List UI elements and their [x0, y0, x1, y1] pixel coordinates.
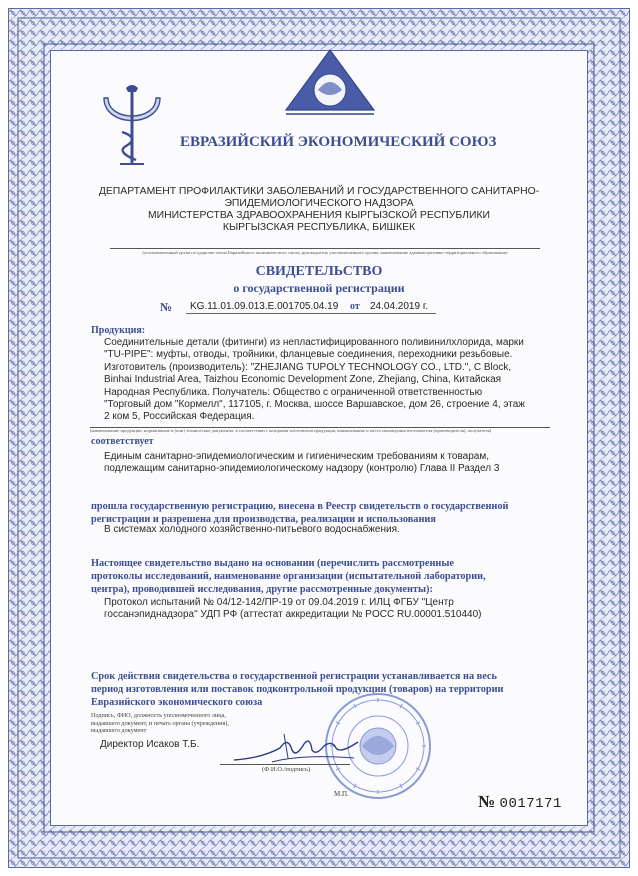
number-sign: №	[160, 300, 173, 314]
department-block	[60, 186, 578, 234]
product-line: Народная Республика. Получатель: Общество с ограниченной ответственностью	[104, 386, 483, 398]
seal-place-label: М.П.	[334, 790, 349, 798]
department-line: ДЕПАРТАМЕНТ ПРОФИЛАКТИКИ ЗАБОЛЕВАНИЙ И ГОСУДАРСТВЕННОГО САНИТАРНО-	[98, 186, 540, 197]
usage-line: В системах холодного хозяйственно-питьевого водоснабжения.	[104, 524, 400, 535]
authority-note: (уполномоченный орган государства-члена Евразийского экономического союза, руководитель уполномоченного органа, наименование административно-территориального образования)	[142, 250, 508, 255]
signature-underline	[220, 764, 350, 765]
product-line: "TU-PIPE": муфты, отводы, тройники, фланцевые соединения, переходники резьбовые.	[104, 349, 513, 361]
validity-line: Евразийского экономического союза	[91, 697, 263, 708]
product-heading: Продукция:	[91, 325, 146, 336]
registered-line: регистрации и разрешена для производства, реализации и использования	[91, 514, 436, 525]
department-line: МИНИСТЕРСТВА ЗДРАВООХРАНЕНИЯ КЫРГЫЗСКОЙ РЕСПУБЛИКИ	[147, 210, 490, 221]
basis-line: центра), проводившей исследования, другие рассмотренные документы):	[91, 584, 433, 595]
basis-line: Настоящее свидетельство выдано на основании (перечислить рассмотренные	[91, 558, 454, 569]
department-line: КЫРГЫЗСКАЯ РЕСПУБЛИКА, БИШКЕК	[222, 222, 416, 233]
registration-number: KG.11.01.09.013.Е.001705.04.19	[190, 301, 339, 312]
signer-note-line: Подпись, ФИО, должность уполномоченного лица,	[91, 712, 226, 719]
registration-underline	[186, 313, 436, 314]
basis-text-line: Протокол испытаний № 04/12-142/ПР-19 от 09.04.2019 г. ИЛЦ ФГБУ "Центр	[104, 597, 454, 608]
department-line: ЭПИДЕМИОЛОГИЧЕСКОГО НАДЗОРА	[224, 198, 414, 209]
basis-heading	[91, 557, 561, 596]
product-text	[104, 337, 564, 424]
registered-line: прошла государственную регистрацию, внесена в Реестр свидетельств о государственной	[91, 501, 509, 512]
product-line: "Торговый дом "Кормелл", 117105, г. Москва, шоссе Варшавское, дом 26, строение 4, этаж	[104, 399, 525, 411]
signature	[232, 728, 362, 768]
document-subtitle: о государственной регистрации	[233, 281, 405, 295]
complies-heading: соответствует	[91, 436, 154, 447]
product-line: Соединительные детали (фитинги) из непластифицированного поливинилхлорида, марки	[104, 337, 524, 348]
signature-caption: (Ф.И.О./подпись)	[262, 766, 311, 773]
signer-note-line: выдавшего документ	[91, 727, 147, 735]
date-prefix: от	[350, 301, 360, 312]
document-title: СВИДЕТЕЛЬСТВО	[255, 264, 383, 279]
basis-line: протоколы исследований, наименование организации (испытательной лаборатории,	[91, 571, 486, 582]
validity-line: Срок действия свидетельства о государственной регистрации устанавливается на весь	[91, 671, 497, 682]
signer-note	[91, 712, 229, 735]
complies-line: подлежащим санитарно-эпидемиологическому надзору (контролю) Глава II Раздел 3	[104, 463, 500, 475]
product-note: (наименование продукции, нормативные и (или) технические документы, в соответствии с которыми изготовлена продукция, наименование и место нахождения изготовителя (производителя), получателя)	[90, 428, 492, 433]
union-title: ЕВРАЗИЙСКИЙ ЭКОНОМИЧЕСКИЙ СОЮЗ	[180, 134, 497, 150]
validity-line: период изготовления или поставок подконтрольной продукции (товаров) на территории	[91, 684, 504, 695]
complies-text	[104, 451, 564, 476]
product-line: 2 ком 5, Российская Федерация.	[104, 411, 255, 423]
signer-note-line: выдавшего документ, и печать органа (учреждения),	[91, 719, 229, 727]
eaeu-emblem	[282, 44, 378, 124]
authority-underline	[110, 248, 540, 249]
registered-statement	[91, 500, 561, 526]
caduceus-emblem	[96, 80, 168, 170]
product-line: Binhai Industrial Area, Taizhou Economic Development Zone, Zhejiang, China, Китайская	[104, 374, 502, 386]
blank-number	[478, 792, 562, 812]
registration-date: 24.04.2019 г.	[370, 301, 429, 312]
complies-line: Единым санитарно-эпидемиологическим и гигиеническим требованиям к товарам,	[104, 451, 489, 462]
product-line: Изготовитель (производитель): "ZHEJIANG TUPOLY TECHNOLOGY CO., LTD.", C Block,	[104, 361, 512, 373]
blank-number-sign: №	[478, 792, 496, 811]
blank-number-value: 0017171	[499, 796, 562, 812]
signer-name: Директор Исаков Т.Б.	[100, 739, 200, 750]
basis-text-line: госсанэпиднадзора" УДП РФ (аттестат аккредитации № POCC RU.00001.510440)	[104, 609, 482, 621]
basis-text	[104, 597, 481, 622]
